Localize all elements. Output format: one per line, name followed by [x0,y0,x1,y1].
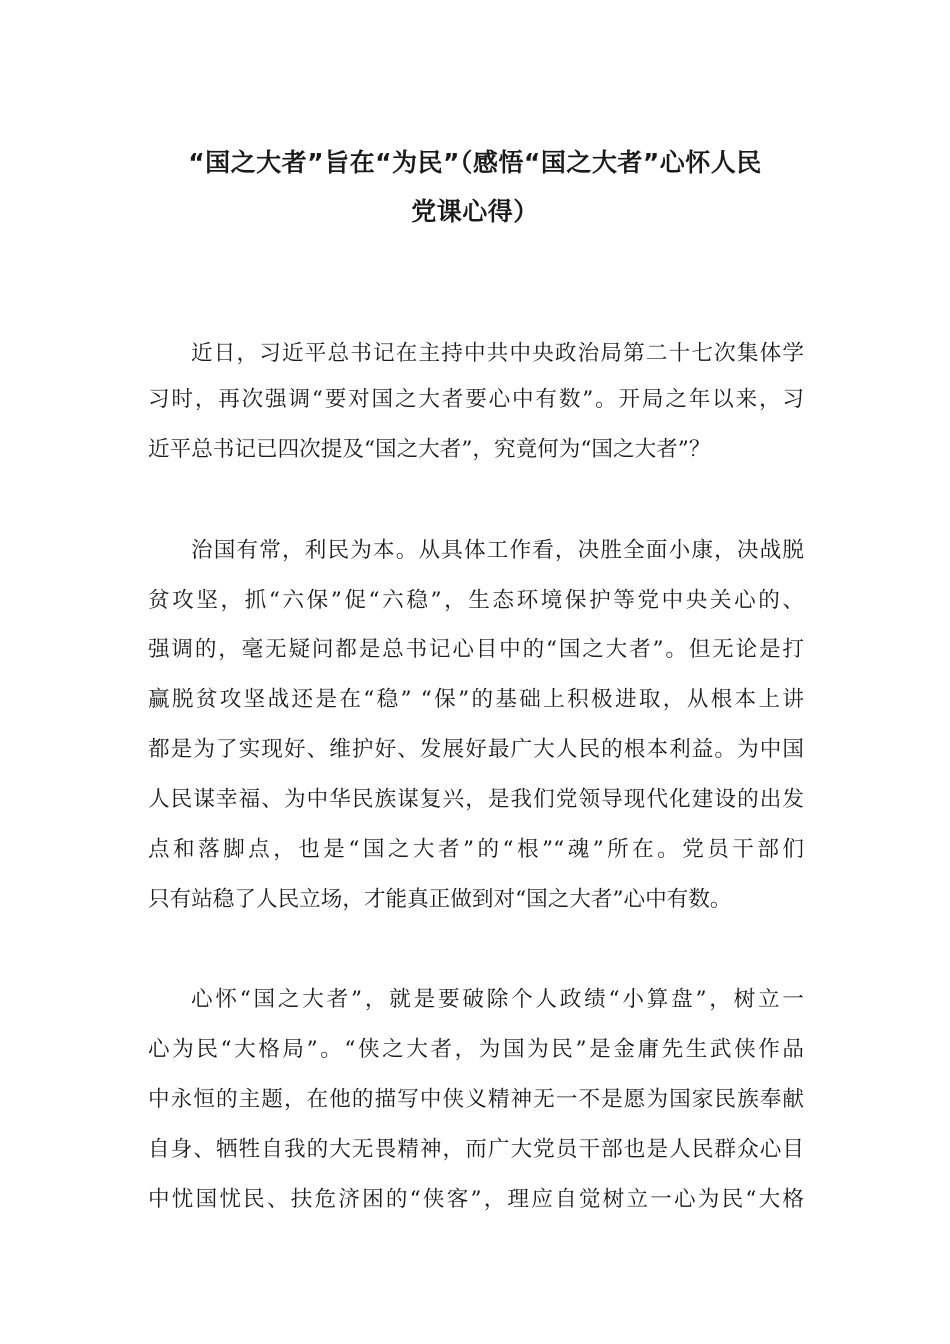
paragraph-line: 赢脱贫攻坚战还是在“稳” “保”的基础上积极进取，从根本上讲 [148,687,804,712]
paragraph-line: 近日，习近平总书记在主持中共中央政治局第二十七次集体学 [191,341,804,366]
paragraph-line: 贫攻坚，抓“六保”促“六稳”，生态环境保护等党中央关心的、 [148,588,804,613]
title-line-1: “国之大者”旨在“为民”（感悟“国之大者”心怀人民 [188,148,762,177]
paragraph-line: 中忧国忧民、扶危济困的“侠客”，理应自觉树立一心为民“大格 [148,1187,804,1212]
title-line-2: 党课心得） [411,197,539,226]
paragraph-line: 习时，再次强调“要对国之大者要心中有数”。开局之年以来，习 [148,387,804,412]
paragraph-line: 人民谋幸福、为中华民族谋复兴，是我们党领导现代化建设的出发 [148,787,804,812]
paragraph-line: 点和落脚点，也是“国之大者”的“根”“魂”所在。党员干部们 [148,837,804,862]
paragraph-line: 强调的，毫无疑问都是总书记心目中的“国之大者”。但无论是打 [148,637,804,662]
paragraph-line: 中永恒的主题，在他的描写中侠义精神无一不是愿为国家民族奉献 [148,1087,804,1112]
paragraph-line: 只有站稳了人民立场，才能真正做到对“国之大者”心中有数。 [148,887,732,912]
paragraph-line: 都是为了实现好、维护好、发展好最广大人民的根本利益。为中国 [148,737,804,762]
paragraph-line: 治国有常，利民为本。从具体工作看，决胜全面小康，决战脱 [191,538,804,563]
paragraph-line: 心为民“大格局”。“侠之大者，为国为民”是金庸先生武侠作品 [148,1037,804,1062]
paragraph-line: 心怀“国之大者”，就是要破除个人政绩“小算盘”，树立一 [191,987,804,1012]
paragraph-line: 自身、牺牲自我的大无畏精神，而广大党员干部也是人民群众心目 [148,1137,804,1162]
paragraph-line: 近平总书记已四次提及“国之大者”，究竟何为“国之大者”？ [148,437,711,462]
document-title [130,138,820,236]
